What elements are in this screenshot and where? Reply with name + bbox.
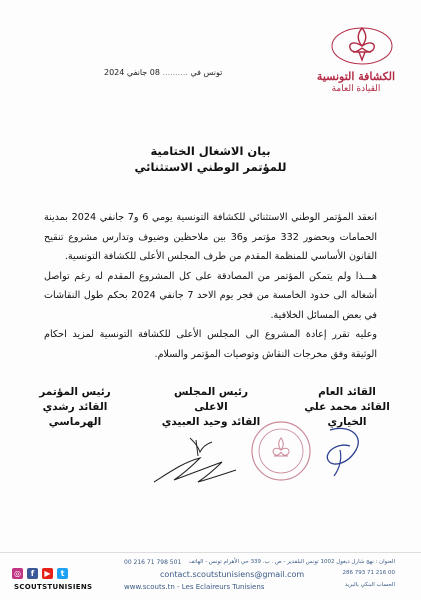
signer-role: رئيس المجلس الاعلى [173,386,249,413]
handwritten-signature-middle [150,432,240,492]
paragraph-1: انعقد المؤتمر الوطني الاستثنائي للكشافة التونسية يومي 6 و7 جانفي 2024 بمدينة الحمامات وبحضور 332 مؤتمر و36 بين ملاحظين وضيوف وتدارس مشروع تنقيح القانون الأساسي للمنظمة المقدم من طرف المجلس الأعلى للكشافة التونسية. [44,212,378,262]
facebook-icon[interactable]: f [27,568,38,579]
date-value: 08 جانفي 2024 [104,68,160,77]
instagram-icon[interactable]: ◎ [12,568,23,579]
footer-bank: الحساب البنكي بالبريد [344,582,395,588]
phone-number: 00 216 71 798 501 [124,559,182,566]
paragraph-3: وعليه تقرر إعادة المشروع الى المجلس الأعلى للكشافة التونسية لمزيد احكام الوثيقة وفق مخرجات النقاش وتوصيات المؤتمر والسلام. [44,329,377,360]
org-name-text: الكشافة التونسية [316,70,396,83]
signer-name: القائد وحيد العبيدي [161,416,261,428]
date-line: تونس في .......... 08 جانفي 2024 [104,68,223,77]
signer-name: القائد محمد علي الخياري [304,401,390,428]
twitter-icon[interactable]: t [57,568,68,579]
handwritten-signature-right [320,420,370,480]
document-title: بيان الاشغال الختامية [150,144,271,158]
letterhead-footer [0,552,421,600]
signer-name: القائد رشدي الهرماسي [42,401,108,428]
website-line: www.scouts.tn - Les Eclaireurs Tunisiens [124,583,265,591]
official-stamp [250,420,312,482]
scout-fleur-de-lis-logo [329,22,395,66]
youtube-icon[interactable]: ▶ [42,568,53,579]
website-suffix: Les Eclaireurs Tunisiens [181,583,265,591]
org-subtitle: القيادة العامة [331,83,381,94]
signer-role: رئيس المؤتمر [39,386,111,398]
organization-name [311,70,401,95]
date-place: تونس في [190,68,223,77]
footer-address: العنوان : نهج شارل ديغول 1002 تونس البلفدير - ص . ب. 339 حي الأهرام تونس - الهاتف [188,559,395,565]
social-icons [12,568,68,579]
statement-body [44,208,377,364]
email-address[interactable]: contact.scoutstunisiens@gmail.com [160,570,305,579]
footer-phone-2: 00 216 71 793 286 [342,570,395,576]
signature-block-congress-president [20,385,130,430]
website-link[interactable]: www.scouts.tn [124,583,175,591]
paragraph-2: هـــذا ولم يتمكن المؤتمر من المصادقة على كل المشروع المقدم له رغم تواصل أشغاله الى حدود الخامسة من فجر يوم الاحد 7 جانفي 2024 بحكم طول النقاشات في بعض المسائل الخلافية. [44,270,377,321]
document-subtitle: للمؤتمر الوطني الاستثنائي [134,160,287,174]
social-handle: SCOUTSTUNISIENS [14,583,93,591]
signer-role: القائد العام [318,386,376,398]
